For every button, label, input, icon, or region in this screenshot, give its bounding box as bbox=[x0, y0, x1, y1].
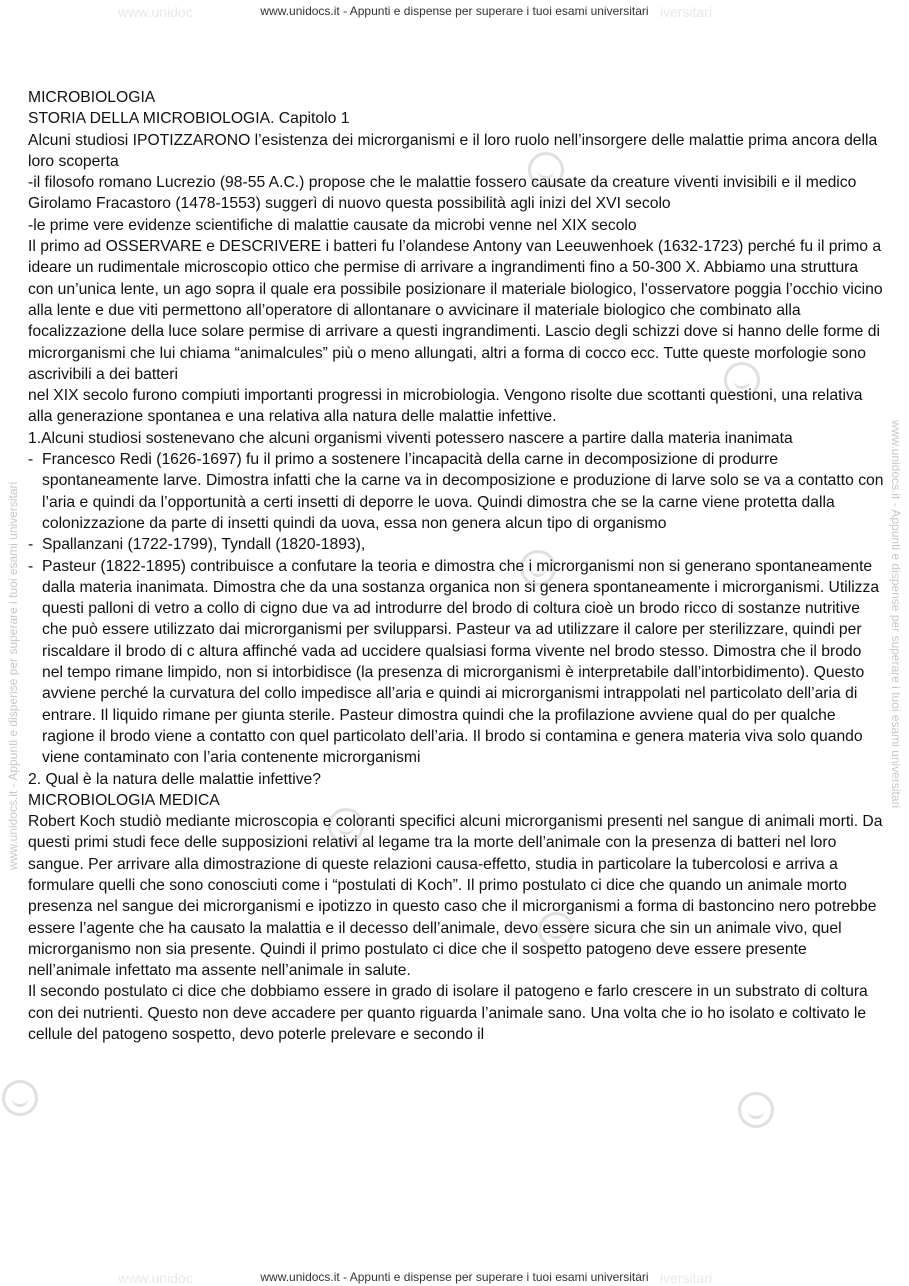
document-title: MICROBIOLOGIA bbox=[28, 89, 156, 106]
document-body bbox=[28, 87, 884, 1045]
section-heading: MICROBIOLOGIA MEDICA bbox=[28, 791, 220, 809]
paragraph: Il primo ad OSSERVARE e DESCRIVERE i batteri fu l’olandese Antony van Leeuwenhoek (1632-1723) perché fu il primo a ideare un rudimentale microscopio ottico che permise di arrivare a ingrandimenti fino a 50-300 X. Abbiamo una struttura con un’unica lente, un ago sopra il quale era possibile posizionare il materiale biologico, l’osservatore poggia l’occhio vicino alla lente e due viti permettono all’operatore di allontanare o avvicinare il materiale biologico che combinato alla focalizzazione della luce solare permise di arrivare a questi ingrandimenti. Lascio degli schizzi dove si hanno delle forme di microrganismi che lui chiama “animalcules” più o meno allungati, altri a forma di cocco ecc. Tutte queste morfologie sono ascrivibili a dei batteri bbox=[28, 238, 883, 383]
watermark-side-right: www.unidocs.it - Appunti e dispense per superare i tuoi esami universitari bbox=[889, 420, 903, 809]
paragraph: Alcuni studiosi IPOTIZZARONO l’esistenza dei microrganismi e il loro ruolo nell’insorgere delle malattie prima ancora della loro scoperta bbox=[28, 131, 878, 170]
watermark-ghost-left: www.unidoc bbox=[118, 4, 193, 20]
paragraph: 2. Qual è la natura delle malattie infettive? bbox=[28, 770, 322, 788]
watermark-logo-icon bbox=[738, 1092, 774, 1128]
watermark-logo-icon bbox=[2, 1080, 38, 1116]
watermark-side-left: www.unidocs.it - Appunti e dispense per superare i tuoi esami universitari bbox=[6, 481, 20, 870]
paragraph: 1.Alcuni studiosi sostenevano che alcuni organismi viventi potessero nascere a partire dalla materia inanimata bbox=[28, 429, 793, 447]
paragraph: -le prime vere evidenze scientifiche di malattie causate da microbi venne nel XIX secolo bbox=[28, 216, 637, 234]
paragraph: Robert Koch studiò mediante microscopia e coloranti specifici alcuni microrganismi presenti nel sangue di animali morti. Da questi primi studi fece delle supposizioni relativi al legame tra la morte dell’animale con la presenza di batteri nel loro sangue. Per arrivare alla dimostrazione di queste relazioni causa-effetto, studia in particolare la tubercolosi e arriva a formulare quelli che sono conosciuti come i “postulati di Koch”. Il primo postulato ci dice che quando un animale morto presenza nel sangue dei microrganismi e ipotizzo in questo caso che il microrganismi a forma di bastoncino nero potrebbe essere l’agente che ha causato la malattia e il decesso dell’animale, devo essere sicura che sin un animale vivo, quel microrganismo non sia presente. Quindi il primo postulato ci dice che il sospetto patogeno deve essere presente nell’animale infettato ma assente nell’animale in salute. bbox=[28, 813, 883, 980]
watermark-ghost-right: iversitari bbox=[660, 1270, 713, 1286]
document-subtitle: STORIA DELLA MICROBIOLOGIA. Capitolo 1 bbox=[28, 110, 350, 128]
bullet-item: - Pasteur (1822-1895) contribuisce a confutare la teoria e dimostra che i microrganismi non si generano spontaneamente dalla materia inanimata. Dimostra che da una sostanza organica non si genera spontaneamente i microrganismi. Utilizza questi palloni di vetro a collo di cigno due va ad introdurre del brodo di coltura cioè un brodo ricco di sostanze nutritive che può essere utilizzato dai microrganismi per svilupparsi. Pasteur va ad utilizzare il calore per sterilizzare, quindi per riscaldare il brodo di c altura affinché vada ad uccidere qualsiasi forma vivente nel brodo stesso. Dimostra che il brodo nel tempo rimane limpido, non si intorbidisce (la presenza di microrganismi è interpretabile dall’intorbidimento). Questo avviene perché la curvatura del collo impedisce all’aria e quindi ai microrganismi intrappolati nel particolato dell’aria di entrare. Il liquido rimane per giunta sterile. Pasteur dimostra quindi che la profilazione avviene qual do per qualche ragione il brodo viene a contatto con quel particolato dell’aria. Il brodo si contamina e genera materia viva solo quando viene contaminato con l’aria contenente microrganismi bbox=[28, 556, 884, 769]
bullet-item: - Spallanzani (1722-1799), Tyndall (1820-1893), bbox=[28, 534, 884, 555]
bullet-item: - Francesco Redi (1626-1697) fu il primo a sostenere l’incapacità della carne in decomposizione di produrre spontaneamente larve. Dimostra infatti che la carne va in decomposizione e produzione di larve solo se va a contatto con l’aria e quindi da l’opportunità a certi insetti di deporre le uova. Quindi dimostra che se la carne viene protetta dalla colonizzazione da parte di insetti quindi da uova, essa non genera alcun tipo di organismo bbox=[28, 449, 884, 534]
watermark-footer: www.unidocs.it - Appunti e dispense per superare i tuoi esami universitari bbox=[260, 1270, 649, 1284]
paragraph: Il secondo postulato ci dice che dobbiamo essere in grado di isolare il patogeno e farlo crescere in un substrato di coltura con dei nutrienti. Questo non deve accadere per quanto riguarda l’animale sano. Una volta che io ho isolato e coltivato le cellule del patogeno sospetto, devo poterle prelevare e secondo il bbox=[28, 983, 868, 1044]
watermark-ghost-left: www.unidoc bbox=[118, 1270, 193, 1286]
paragraph: nel XIX secolo furono compiuti importanti progressi in microbiologia. Vengono risolte due scottanti questioni, una relativa alla generazione spontanea e una relativa alla natura delle malattie infettive. bbox=[28, 387, 863, 426]
paragraph: -il filosofo romano Lucrezio (98-55 A.C.) propose che le malattie fossero causate da creature viventi invisibili e il medico Girolamo Fracastoro (1478-1553) suggerì di nuovo questa possibilità agli inizi del XVI secolo bbox=[28, 174, 857, 213]
watermark-ghost-right: iversitari bbox=[660, 4, 713, 20]
bullet-list bbox=[28, 449, 884, 768]
watermark-header: www.unidocs.it - Appunti e dispense per superare i tuoi esami universitari bbox=[260, 4, 649, 18]
